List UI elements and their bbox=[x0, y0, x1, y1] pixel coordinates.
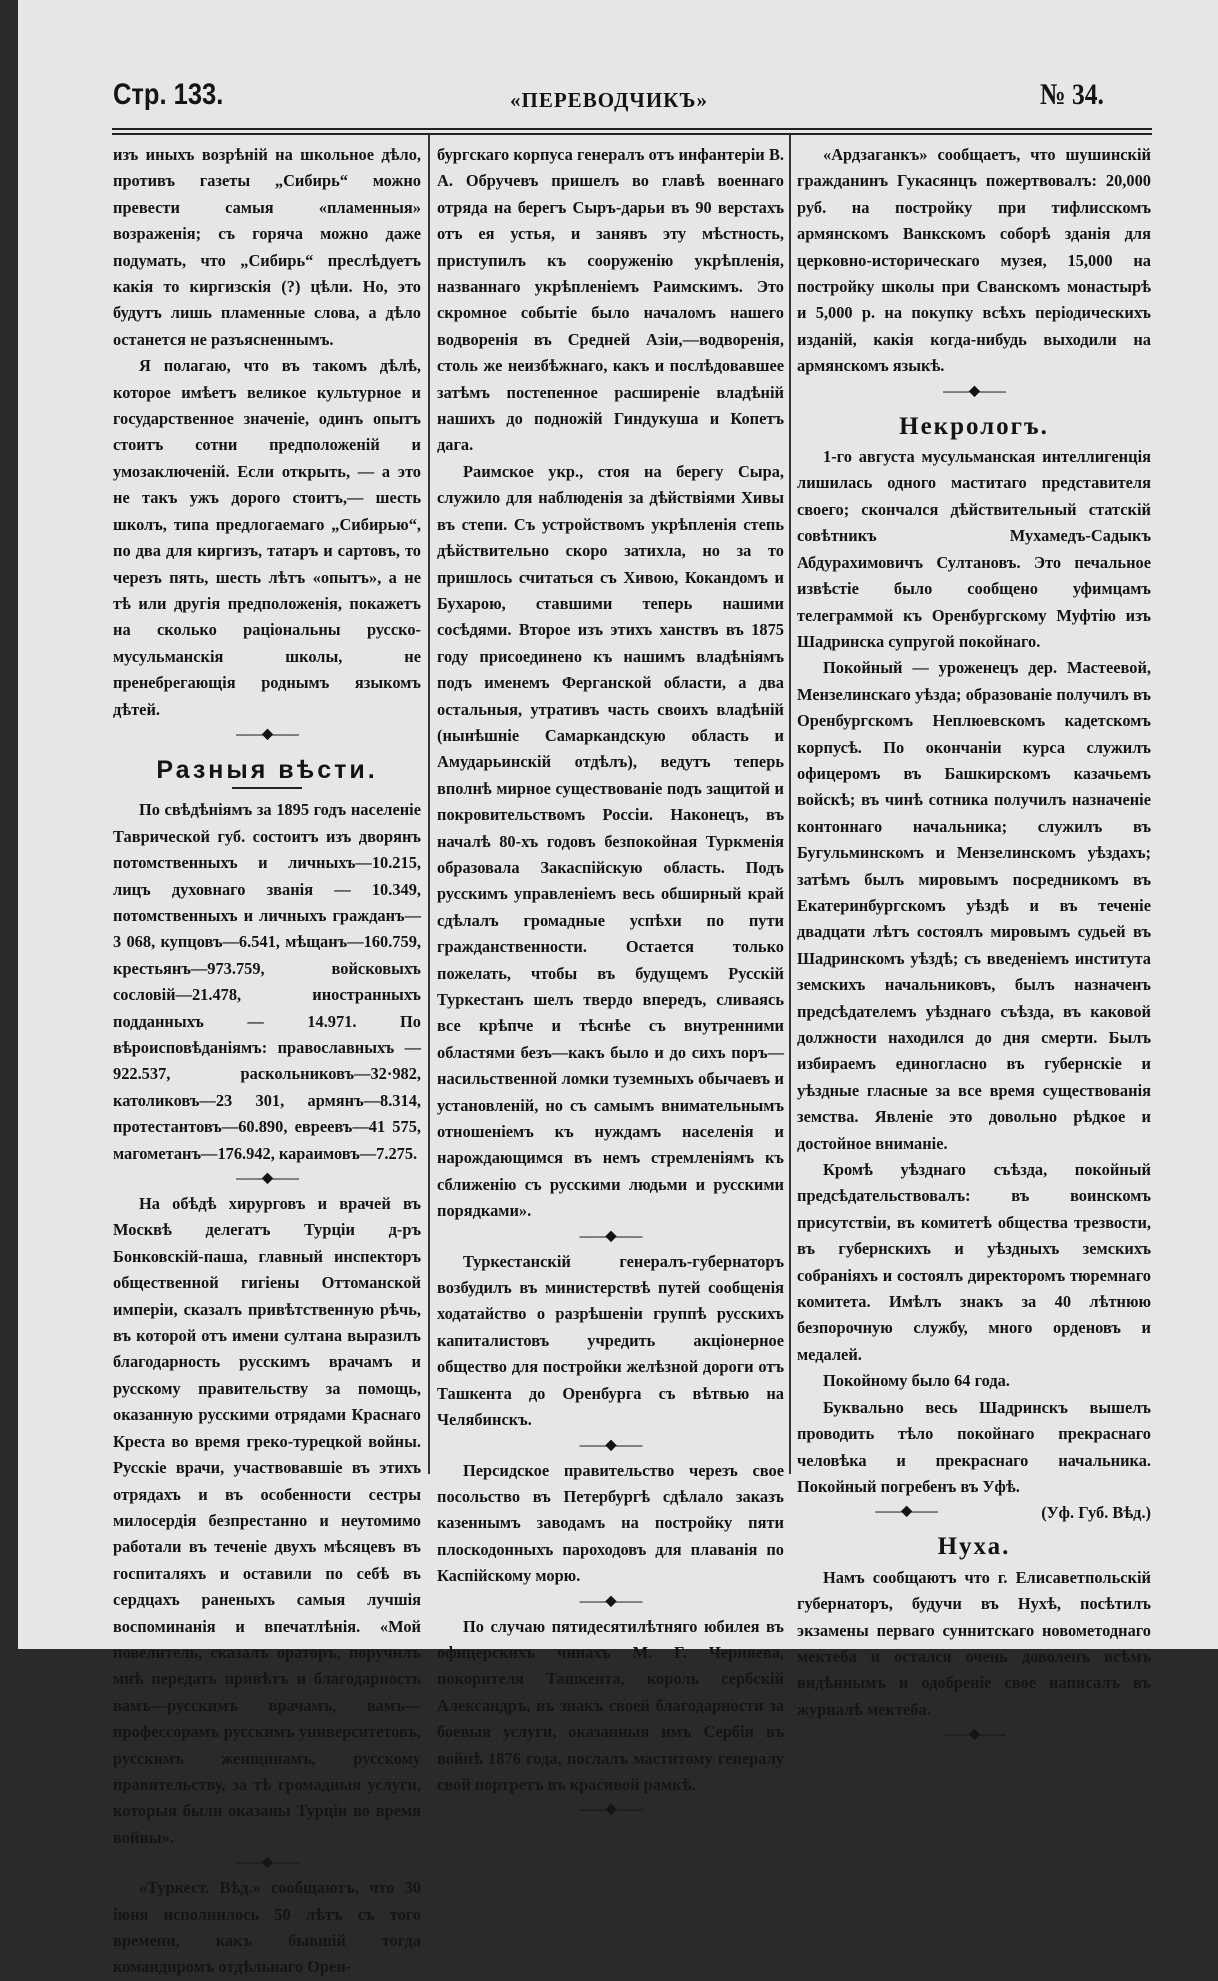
article-paragraph bbox=[797, 1395, 1151, 1523]
paragraph-text: Кромѣ уѣзднаго съѣзда, покойный предсѣдательствовалъ: въ воинскомъ присутствіи, въ комитетѣ общества трезвости, въ губернскихъ и уѣздныхъ земскихъ собраніяхъ и состоялъ директоромъ тюремнаго комитета. Имѣлъ знакъ за 40 лѣтнюю безпорочную службу, много орденовъ и медалей. bbox=[797, 1160, 1151, 1364]
article-paragraph bbox=[797, 655, 1151, 1157]
header-rule-top bbox=[112, 128, 1152, 130]
paragraph-text: Намъ сообщаютъ что г. Елисаветпольскій губернаторъ, будучи въ Нухѣ, посѣтилъ экзамены перваго суннитскаго новометоднаго мектеба и остался очень доволенъ всѣмъ видѣннымъ и одобреніе свое написалъ въ журналѣ мектеба. bbox=[797, 1567, 1151, 1719]
paragraph-text: изъ иныхъ возрѣній на школьное дѣло, противъ газеты „Сибирь“ можно превести самыя «пламенныя» возраженія; съ горяча можно даже подумать, что „Сибирь“ преслѣдуетъ какія то киргизскія (?) цѣли. Но, это будутъ лишь пламенные слова, а дѣло останется не разъясненнымъ. bbox=[113, 145, 421, 349]
paragraph-text: Я полагаю, что въ такомъ дѣлѣ, которое имѣетъ великое культурное и государственное значеніе, одинъ опытъ стоитъ сотни предположеній и умозаключеній. Если открыть, — а это не такъ ужъ дорого стоитъ,— шесть школъ, типа предлогаемаго „Сибирью“, по два для киргизъ, татаръ и сартовъ, то черезъ пять, шесть лѣтъ «опытъ», а не тѣ или другія предположенія, покажетъ на сколько раціональны русско-мусульманскія школы, не пренебрегающія роднымъ языкомъ дѣтей. bbox=[113, 356, 421, 719]
ornament-separator-icon: ——◆—— bbox=[236, 1855, 298, 1871]
paragraph-text: Покойный — уроженецъ дер. Мастеевой, Мензелинскаго уѣзда; образованіе получилъ въ Оренбургскомъ Неплюевскомъ кадетскомъ корпусѣ. По окончаніи курса служилъ офицеромъ въ Башкирскомъ казачьемъ войскѣ; въ чинѣ сотника получилъ назначеніе контоннаго начальника; служилъ въ Бугульминскомъ и Мензелинскомъ уѣздахъ; затѣмъ былъ мировымъ посредникомъ въ Екатеринбургскомъ уѣздѣ и въ теченіе двадцати лѣтъ состоялъ мировымъ судьей въ Шадринскомъ уѣздѣ; съ введеніемъ института земскихъ начальниковъ, былъ назначенъ предсѣдателемъ уѣзднаго съѣзда, въ каковой должности находился до дня смерти. Былъ избираемъ единогласно въ губернскіе и уѣздные гласные за все время существованія земства. Явленіе это довольно рѣдкое и достойное вниманіе. bbox=[797, 658, 1151, 1153]
column-1 bbox=[113, 142, 421, 1981]
paragraph-text: По случаю пятидесятилѣтняго юбилея въ офицерскихъ чинахъ М. Г. Черняева, покорителя Ташкента, король сербскій Александръ, въ знакъ своей благодарности за боевыя услуги, оказанныя имъ Сербіи въ войнѣ 1876 года, послалъ маститому генералу свой портретъ въ красивой рамкѣ. bbox=[437, 1616, 784, 1794]
ornament-separator-icon: ——◆—— bbox=[579, 1802, 642, 1818]
article-paragraph bbox=[797, 142, 1151, 380]
paragraph-text: «Туркест. Вѣд.» сообщаютъ, что 30 іюня исполнилось 50 лѣтъ съ того времени, какъ бывшій тогда командиромъ отдѣльнаго Орен- bbox=[113, 1878, 421, 1977]
column-3 bbox=[797, 142, 1151, 1747]
article-paragraph bbox=[437, 1249, 784, 1434]
source-citation: (Уф. Губ. Вѣд.) bbox=[1041, 1503, 1151, 1523]
column-divider bbox=[789, 134, 791, 1474]
section-heading: Некрологъ. bbox=[899, 412, 1049, 440]
paragraph-text: По свѣдѣніямъ за 1895 годъ населеніе Таврической губ. состоитъ изъ дворянъ потомственныхъ и личныхъ—10.215, лицъ духовнаго званія — 10.349, потомственныхъ и личныхъ гражданъ—3 068, купцовъ—6.541, мѣщанъ—160.759, крестьянъ—973.759, войсковыхъ сословій—21.478, иностранныхъ подданныхъ — 14.971. По вѣроисповѣданіямъ: православныхъ — 922.537, раскольниковъ—32·982, католиковъ—23 301, армянъ—8.314, протестантовъ—60.890, евреевъ—41 575, магометанъ—176.942, караимовъ—7.275. bbox=[113, 800, 421, 1163]
article-paragraph bbox=[437, 459, 784, 1225]
article-paragraph bbox=[113, 797, 421, 1167]
article-paragraph bbox=[437, 142, 784, 459]
paragraph-text: Персидское правительство черезъ свое посольство въ Петербургѣ сдѣлало заказъ казеннымъ заводамъ на постройку пяти плоскодонныхъ пароходовъ для плаванія по Каспійскому морю. bbox=[437, 1460, 784, 1586]
ornament-separator-icon: ——◆—— bbox=[943, 383, 1005, 399]
issue-number: № 34. bbox=[1040, 78, 1104, 111]
short-rule bbox=[232, 787, 302, 789]
ornament-separator-icon: ——◆—— bbox=[579, 1228, 642, 1244]
paragraph-text: 1-го августа мусульманская интеллигенція лишилась одного маститаго представителя своего; скончался дѣйствительный статскій совѣтникъ Мухамедъ-Садыкъ Абдурахимовичъ Султановъ. Это печальное извѣстіе было сообщено уфимцамъ телеграммой къ Оренбургскому Муфтію изъ Шадринска супругой покойнаго. bbox=[797, 447, 1151, 651]
section-heading: Разныя вѣсти. bbox=[156, 755, 378, 784]
ornament-separator-icon: ——◆—— bbox=[579, 1593, 642, 1609]
paragraph-text: На обѣдѣ хирурговъ и врачей въ Москвѣ делегатъ Турціи д-ръ Бонковскій-паша, главный инспекторъ общественной гигіены Оттоманской имперіи, сказалъ привѣтственную рѣчь, въ которой отъ имени султана выразилъ благодарность русскимъ врачамъ и русскому правительству за помощь, оказанную русскими отрядами Краснаго Креста во время греко-турецкой войны. Русскіе врачи, участвовавшіе въ этихъ отрядахъ и въ особенности сестры милосердія безпрестанно и неутомимо работали въ теченіе двухъ мѣсяцевъ въ госпиталяхъ и оставили по себѣ въ сердцахъ раненыхъ самыя лучшія воспоминанія и впечатлѣнія. «Мой повелитель, сказалъ ораторъ, поручилъ мнѣ передать привѣтъ и благодарность вамъ—русскимъ врачамъ, вамъ—профессорамъ русскимъ университетовъ, русскимъ женщинамъ, русскому правительству, за тѣ громадныя услуги, которыя были оказаны Турціи во время войны». bbox=[113, 1194, 421, 1847]
article-paragraph bbox=[797, 1157, 1151, 1368]
ornament-separator-icon: ——◆—— bbox=[236, 1171, 298, 1187]
article-paragraph bbox=[113, 1191, 421, 1851]
article-paragraph bbox=[437, 1614, 784, 1799]
ornament-separator-icon: ——◆—— bbox=[875, 1504, 937, 1520]
paragraph-text: «Ардзаганкъ» сообщаетъ, что шушинскій гражданинъ Гукасянцъ пожертвовалъ: 20,000 руб. на постройку при тифлисскомъ армянскомъ Ванкскомъ соборѣ зданія для церковно-историческаго музея, 15,000 на постройку школы при Сванскомъ монастырѣ и 5,000 р. на покупку всѣхъ періодическихъ изданій, какія когда-нибудь выходили на армянскомъ языкѣ. bbox=[797, 145, 1151, 376]
article-paragraph bbox=[113, 142, 421, 353]
paragraph-text: бургскаго корпуса генералъ отъ инфантеріи В. А. Обручевъ пришелъ во главѣ военнаго отряда на берегъ Сыръ-дарьи въ 90 верстахъ отъ ея устья, и занявъ эту мѣстность, приступилъ къ сооруженію укрѣпленія, названнаго укрѣпленіемъ Раимскимъ. Это скромное событіе было началомъ нашего водворенія въ Средней Азіи,—водворенія, столь же неизбѣжнаго, какъ и послѣдовавшее затѣмъ постепенное расширеніе владѣній нашихъ до подножій Гиндукуша и Копетъ дага. bbox=[437, 145, 784, 455]
paragraph-text: Раимское укр., стоя на берегу Сыра, служило для наблюденія за дѣйствіями Хивы въ степи. Съ устройствомъ укрѣпленія степь дѣйствительно скоро затихла, но за то пришлось считаться съ Хивою, Кокандомъ и Бухарою, ставшими теперь нашими сосѣдями. Второе изъ этихъ ханствъ въ 1875 году присоединено къ нашимъ владѣніямъ подъ именемъ Ферганской области, а два остальныя, утративъ часть своихъ владѣній (нынѣшніе Самаркандскую область и Амударьинскій отдѣлъ), ведутъ теперь вполнѣ мирное существованіе подъ защитой и покровительствомъ Россіи. Наконецъ, въ началѣ 80-хъ годовъ безпокойная Туркменія образовала Закаспійскую область. Подъ русскимъ управленіемъ весь обширный край сдѣлалъ громадные успѣхи по пути гражданственности. Остается только пожелать, чтобы въ будущемъ Русскій Туркестанъ шелъ твердо впередъ, сливаясь все крѣпче и тѣснѣе съ внутренними областями безъ—какъ было и до сихъ поръ—насильственной ломки туземныхъ обычаевъ и установленій, но съ самымъ внимательнымъ отношеніемъ къ нуждамъ населенія и нарождающимся въ немъ стремленіямъ къ сближенію съ русскими людьми и русскими порядками». bbox=[437, 461, 784, 1221]
article-paragraph bbox=[113, 353, 421, 723]
column-divider bbox=[428, 134, 430, 1474]
column-2 bbox=[437, 142, 784, 1822]
ornament-separator-icon: ——◆—— bbox=[943, 1727, 1005, 1743]
section-heading: Нуха. bbox=[937, 1533, 1011, 1561]
paragraph-text: Буквально весь Шадринскъ вышелъ проводить тѣло покойнаго прекраснаго человѣка и прекраснаго начальника. Покойный погребенъ въ Уфѣ. bbox=[797, 1397, 1151, 1496]
paragraph-text: Покойному было 64 года. bbox=[823, 1371, 1010, 1391]
article-paragraph bbox=[797, 444, 1151, 655]
article-paragraph bbox=[797, 1565, 1151, 1723]
ornament-separator-icon: ——◆—— bbox=[236, 726, 298, 742]
article-paragraph bbox=[797, 1368, 1151, 1394]
article-paragraph bbox=[113, 1875, 421, 1981]
header-rule-bottom bbox=[112, 133, 1152, 135]
newspaper-title: «ПЕРЕВОДЧИКЪ» bbox=[510, 88, 708, 112]
page-number: Стр. 133. bbox=[113, 78, 224, 111]
article-paragraph bbox=[437, 1458, 784, 1590]
paragraph-text: Туркестанскій генералъ-губернаторъ возбудилъ въ министерствѣ путей сообщенія ходатайство о разрѣшеніи группѣ русскихъ капиталистовъ учредить акціонерное общество для постройки желѣзной дороги отъ Ташкента до Оренбурга съ вѣтвью на Челябинскъ. bbox=[437, 1251, 784, 1430]
ornament-separator-icon: ——◆—— bbox=[579, 1437, 642, 1453]
